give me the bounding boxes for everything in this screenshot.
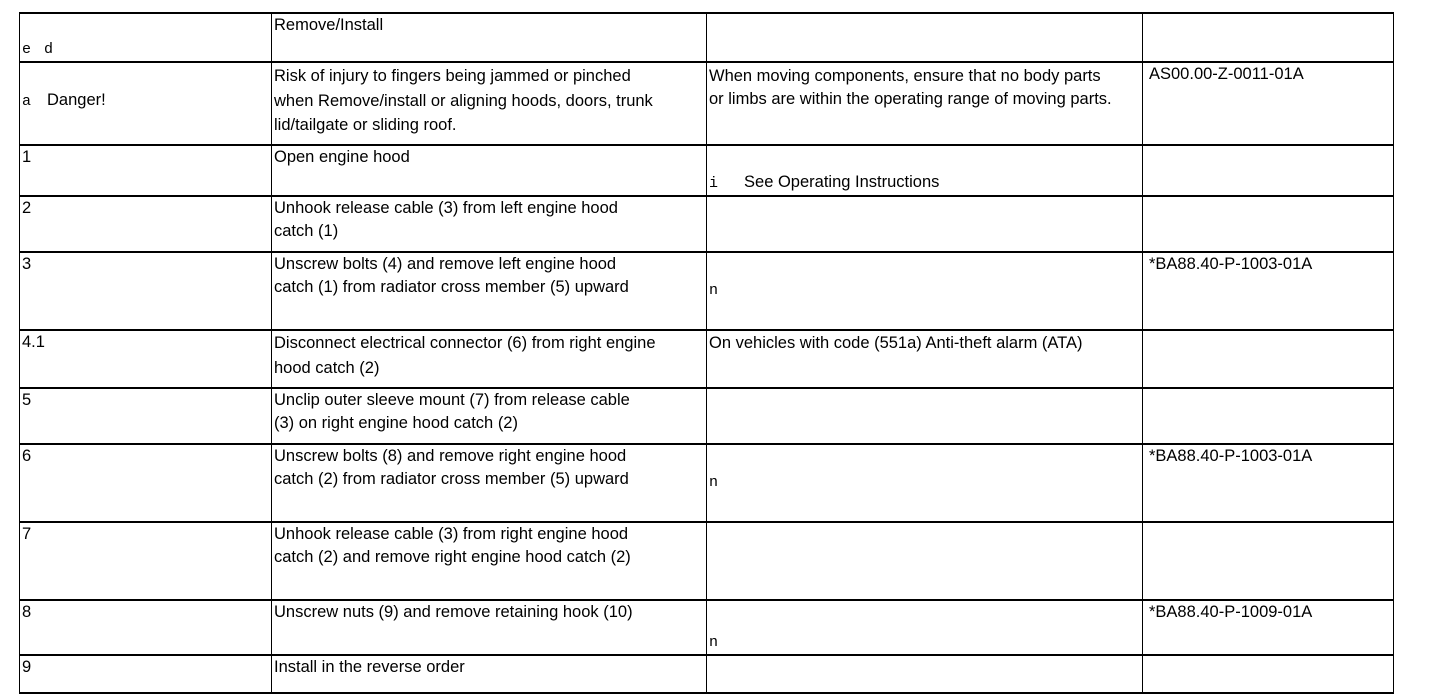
step-note-cell: [707, 145, 1143, 196]
step-ref[interactable]: *BA88.40-P-1003-01A: [1143, 252, 1394, 330]
step-text: Unhook release cable (3) from right engine hood catch (2) and remove right engine hood catch (2): [272, 522, 707, 600]
step-ref: [1143, 388, 1394, 444]
table-row: [20, 444, 1394, 522]
table-row: [20, 655, 1394, 693]
environment-icon: e d: [22, 40, 56, 58]
table-row-header: [20, 13, 1394, 62]
table-row: [20, 252, 1394, 330]
step-number: 5: [20, 388, 272, 444]
table-row-danger: [20, 62, 1394, 145]
step-text: Install in the reverse order: [272, 655, 707, 693]
table-row: [20, 196, 1394, 252]
step-ref: [1143, 330, 1394, 388]
header-ref: [1143, 13, 1394, 62]
step-number: 9: [20, 655, 272, 693]
step-note-cell: [707, 252, 1143, 330]
header-icons-cell: [20, 13, 272, 62]
step-number: 6: [20, 444, 272, 522]
header-title: Remove/Install: [272, 13, 707, 62]
step-number: 7: [20, 522, 272, 600]
warning-icon: a: [22, 92, 32, 110]
danger-text: Risk of injury to fingers being jammed or pinched when Remove/install or aligning hoods, doors, trunk lid/tailgate or sliding roof.: [272, 62, 707, 145]
step-ref[interactable]: *BA88.40-P-1009-01A: [1143, 600, 1394, 655]
step-text: Unscrew bolts (8) and remove right engine hood catch (2) from radiator cross member (5) upward: [272, 444, 707, 522]
step-note-cell: [707, 600, 1143, 655]
table-row: [20, 145, 1394, 196]
header-note: [707, 13, 1143, 62]
table-row: [20, 330, 1394, 388]
danger-label: Danger!: [47, 90, 106, 109]
step-note: [707, 655, 1143, 693]
step-ref: [1143, 522, 1394, 600]
table-row: [20, 522, 1394, 600]
danger-note: When moving components, ensure that no body parts or limbs are within the operating range of moving parts.: [707, 62, 1143, 145]
step-text: Open engine hood: [272, 145, 707, 196]
tool-reference-icon: n: [709, 473, 719, 491]
tool-reference-icon: n: [709, 633, 719, 651]
step-number: 3: [20, 252, 272, 330]
tool-reference-icon: n: [709, 281, 719, 299]
step-number: 8: [20, 600, 272, 655]
step-note-cell: [707, 444, 1143, 522]
danger-ref: AS00.00-Z-0011-01A: [1143, 62, 1394, 145]
table-row: [20, 600, 1394, 655]
step-ref[interactable]: *BA88.40-P-1003-01A: [1143, 444, 1394, 522]
step-text: Disconnect electrical connector (6) from right engine hood catch (2): [272, 330, 707, 388]
step-text: Unscrew bolts (4) and remove left engine hood catch (1) from radiator cross member (5) upward: [272, 252, 707, 330]
step-note: See Operating Instructions: [744, 172, 940, 191]
step-ref: [1143, 196, 1394, 252]
step-note: [707, 522, 1143, 600]
step-number: 4.1: [20, 330, 272, 388]
step-note: [707, 196, 1143, 252]
step-note: On vehicles with code (551a) Anti-theft alarm (ATA): [707, 330, 1143, 388]
step-text: Unscrew nuts (9) and remove retaining hook (10): [272, 600, 707, 655]
step-ref: [1143, 145, 1394, 196]
danger-cell: [20, 62, 272, 145]
step-number: 2: [20, 196, 272, 252]
step-note: [707, 388, 1143, 444]
table-row: [20, 388, 1394, 444]
step-ref: [1143, 655, 1394, 693]
step-number: 1: [20, 145, 272, 196]
step-text: Unhook release cable (3) from left engine hood catch (1): [272, 196, 707, 252]
step-text: Unclip outer sleeve mount (7) from release cable (3) on right engine hood catch (2): [272, 388, 707, 444]
info-icon: i: [709, 174, 719, 192]
procedure-table: [19, 12, 1394, 694]
